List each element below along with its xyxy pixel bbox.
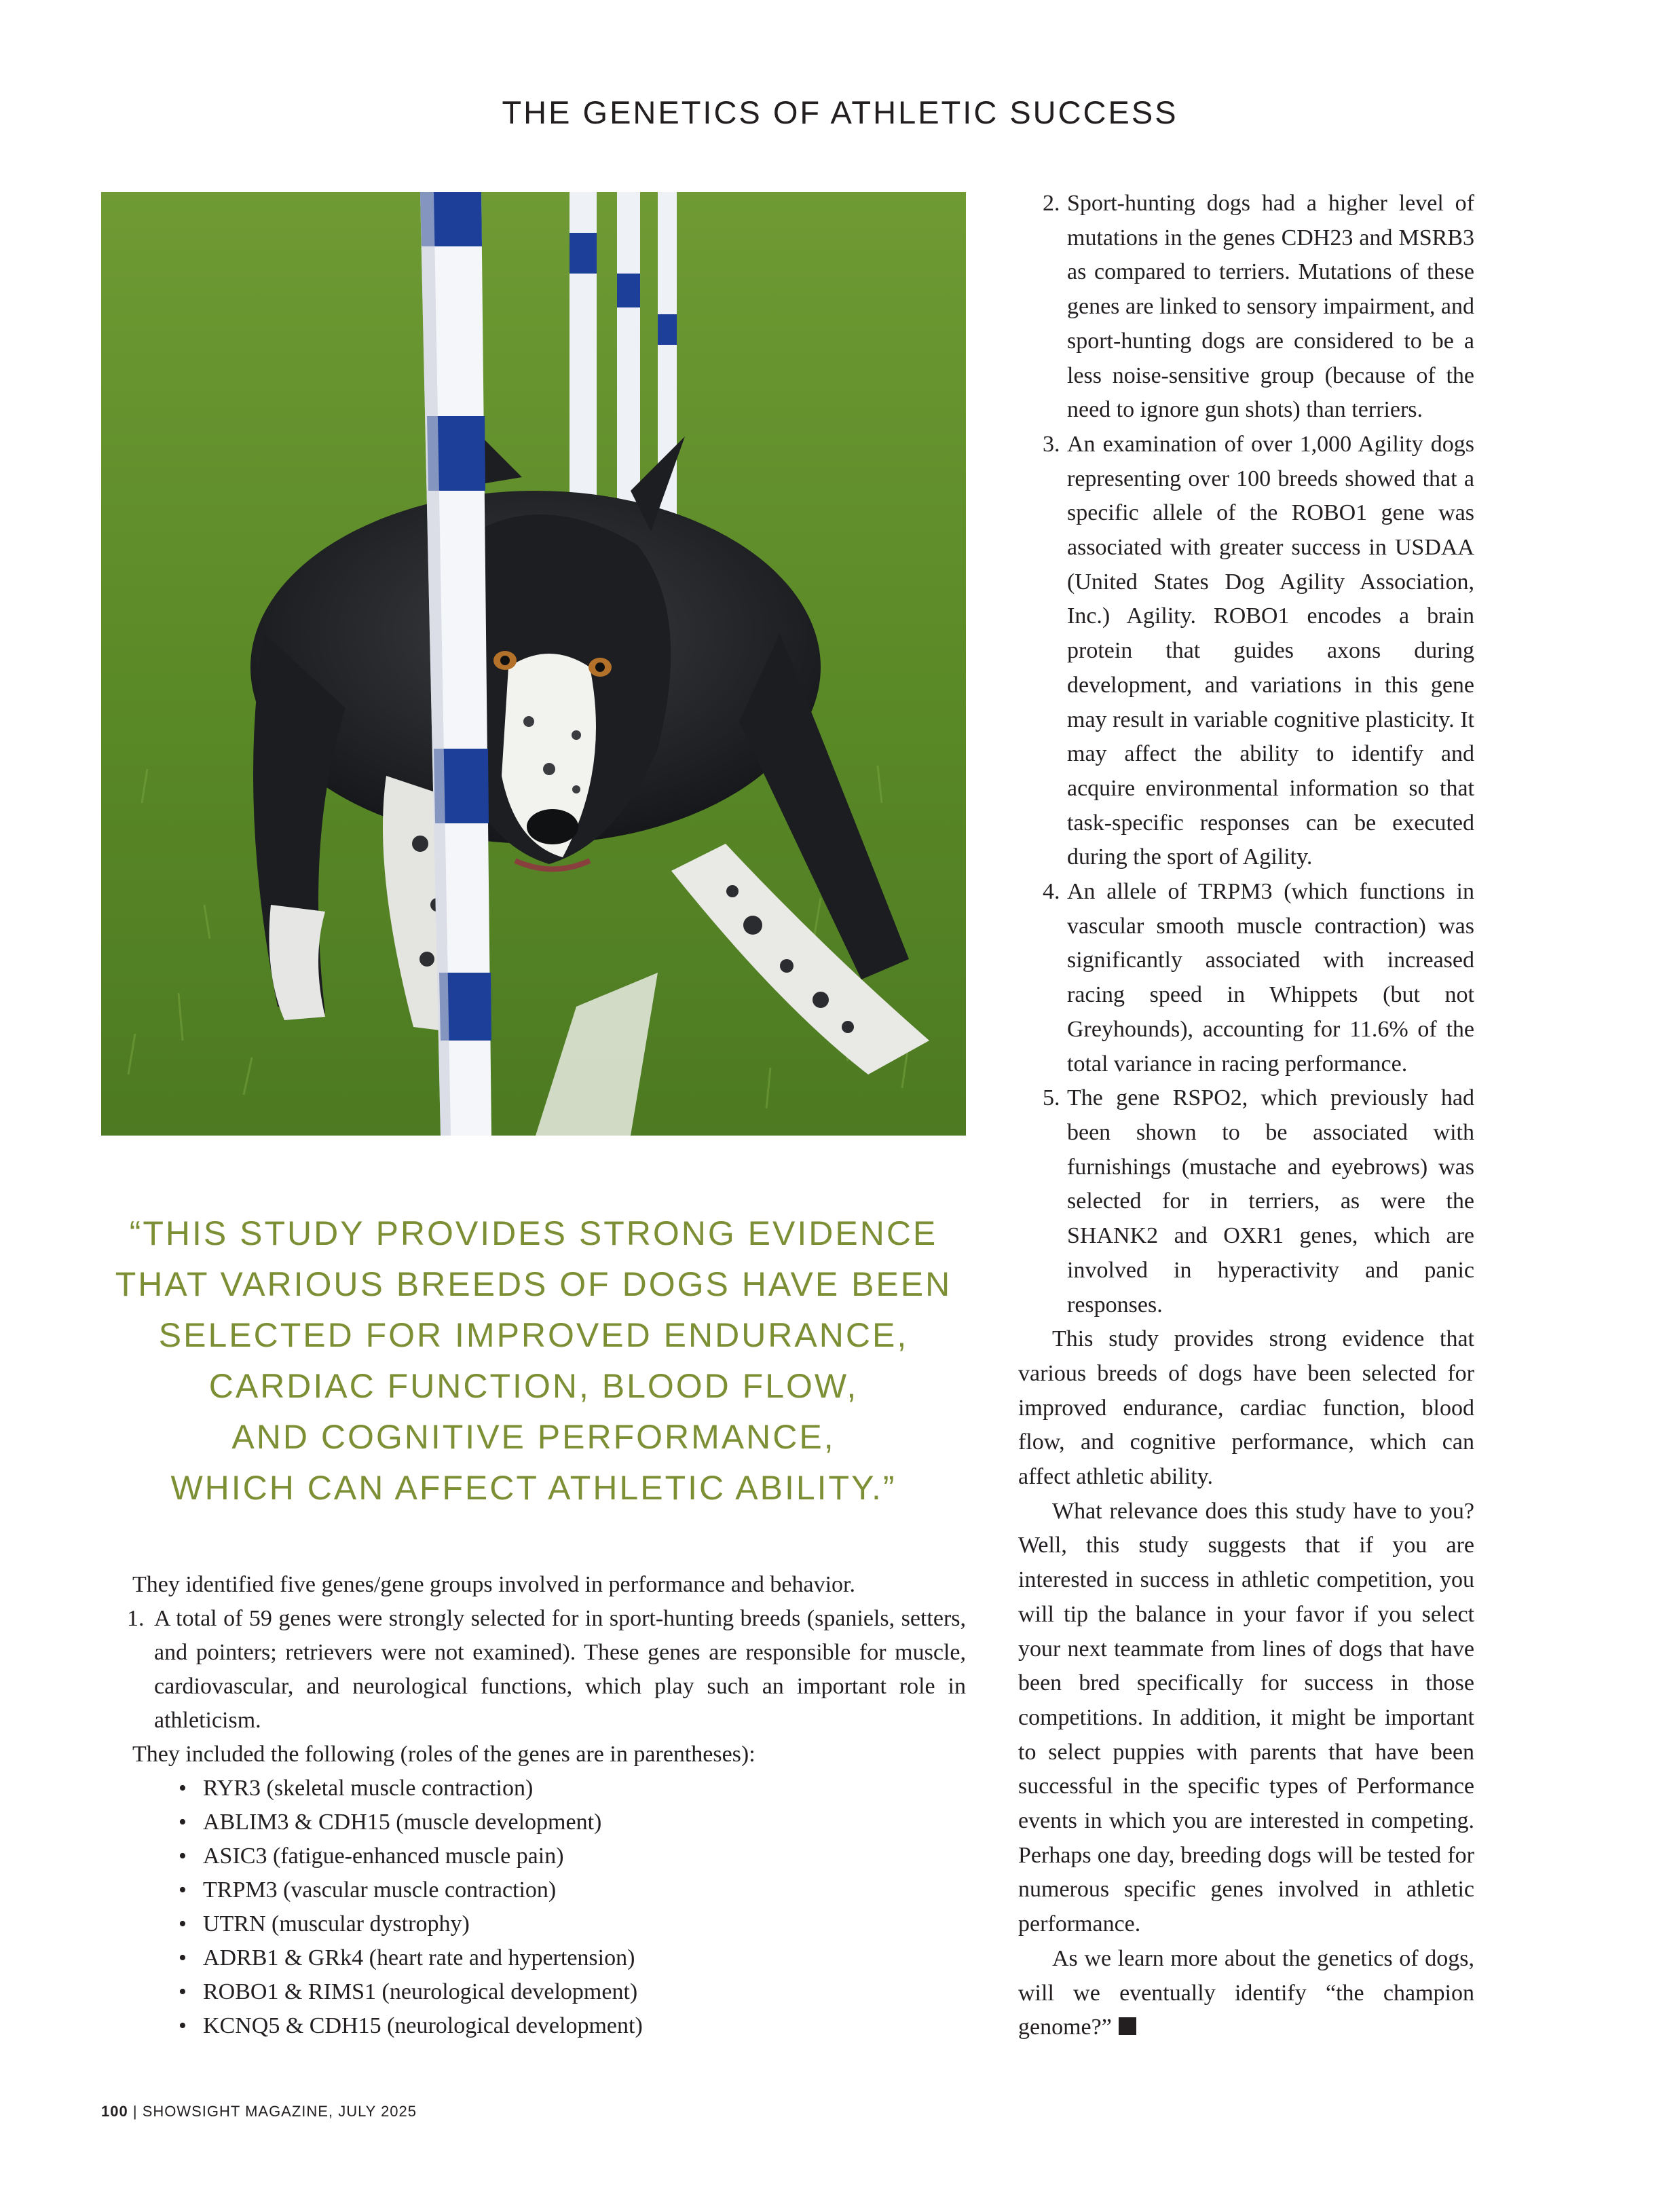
gene-bullet: • ASIC3 (fatigue-enhanced muscle pain)	[101, 1839, 966, 1873]
pull-quote-line: THAT VARIOUS BREEDS OF DOGS HAVE BEEN	[115, 1265, 952, 1303]
pull-quote-line: “THIS STUDY PROVIDES STRONG EVIDENCE	[129, 1214, 938, 1252]
gene-bullet: • ADRB1 & GRk4 (heart rate and hypertension)	[101, 1941, 966, 1975]
border-collie-photo	[101, 192, 966, 1136]
page-footer	[101, 2103, 417, 2120]
gene-bullet-list	[101, 1772, 966, 2043]
gene-bullet: • ABLIM3 & CDH15 (muscle development)	[101, 1806, 966, 1839]
list-item-text: Sport-hunting dogs had a higher level of mutations in the genes CDH23 and MSRB3 as compared to terriers. Mutations of these genes are linked to sensory impairment, and sport-hunting dogs are considered to be a less noise-sensitive group (because of the need to ignore gun shots) than terriers.	[1067, 191, 1474, 423]
list-item	[1018, 1081, 1474, 1322]
pull-quote-line: WHICH CAN AFFECT ATHLETIC ABILITY.”	[170, 1469, 897, 1507]
running-header: THE GENETICS OF ATHLETIC SUCCESS	[502, 94, 1178, 130]
end-mark-icon	[1119, 2017, 1136, 2035]
body-paragraph: This study provides strong evidence that various breeds of dogs have been selected for improved endurance, cardiac function, blood flow, and cognitive performance, which can affect athletic ability.	[1018, 1326, 1474, 1490]
right-column-text	[1018, 187, 1474, 2045]
body-paragraph: What relevance does this study have to you? Well, this study suggests that if you are interested in success in athletic competition, you will tip the balance in your favor if you select your next teammate from lines of dogs that have been bred specifically for success in those competitions. In addition, it might be important to select puppies with parents that have been successful in the specific types of Performance events in which you are interested in competing. Perhaps one day, breeding dogs will be tested for numerous specific genes involved in athletic performance.	[1018, 1498, 1474, 1937]
list-item	[1018, 428, 1474, 875]
list-item-text: An examination of over 1,000 Agility dogs representing over 100 breeds showed that a specific allele of the ROBO1 gene was associated with greater success in USDAA (United States Dog Agility Association, Inc.) Agility. ROBO1 encodes a brain protein that guides axons during development, and variations in this gene may result in variable cognitive plasticity. It may affect the ability to identify and acquire environmental information so that task-specific responses can be executed during the sport of Agility.	[1067, 431, 1474, 870]
publication-name: SHOWSIGHT MAGAZINE, JULY 2025	[142, 2103, 417, 2120]
list-item	[1018, 187, 1474, 428]
list-item-text: A total of 59 genes were strongly selected for in sport-hunting breeds (spaniels, setters, and pointers; retrievers were not examined). These genes are responsible for muscle, cardiovascular, and neurological functions, which play such an important role in athleticism.	[154, 1606, 966, 1733]
article-photo	[101, 192, 966, 1136]
list-number: 3.	[1043, 431, 1060, 457]
list-number: 1.	[127, 1606, 145, 1631]
list-number: 4.	[1043, 879, 1060, 905]
pull-quote-line: AND COGNITIVE PERFORMANCE,	[231, 1418, 836, 1456]
list-item	[1018, 875, 1474, 1081]
closing-paragraph	[1018, 1942, 1474, 2045]
list-item-text: An allele of TRPM3 (which functions in vascular smooth muscle contraction) was significantly associated with increased racing speed in Whippets (but not Greyhounds), accounting for 11.6% of the total variance in racing performance.	[1067, 879, 1474, 1077]
pull-quote-line: SELECTED FOR IMPROVED ENDURANCE,	[158, 1316, 909, 1354]
intro-paragraph: They identified five genes/gene groups involved in performance and behavior.	[132, 1572, 855, 1597]
pull-quote	[101, 1208, 966, 1514]
gene-bullet: • ROBO1 & RIMS1 (neurological development)	[101, 1975, 966, 2009]
page-number: 100	[101, 2103, 128, 2120]
list-number: 5.	[1043, 1085, 1060, 1111]
list-item	[101, 1602, 966, 1738]
list-number: 2.	[1043, 191, 1060, 216]
left-column-text	[101, 1568, 966, 2043]
gene-bullet: • TRPM3 (vascular muscle contraction)	[101, 1873, 966, 1907]
closing-text: As we learn more about the genetics of dogs, will we eventually identify “the champion genome?”	[1018, 1945, 1474, 2040]
pull-quote-line: CARDIAC FUNCTION, BLOOD FLOW,	[208, 1367, 859, 1405]
gene-bullet: • KCNQ5 & CDH15 (neurological development)	[101, 2009, 966, 2043]
gene-bullet: • RYR3 (skeletal muscle contraction)	[101, 1772, 966, 1806]
included-paragraph: They included the following (roles of the genes are in parentheses):	[132, 1742, 755, 1767]
gene-bullet: • UTRN (muscular dystrophy)	[101, 1907, 966, 1941]
list-item-text: The gene RSPO2, which previously had been shown to be associated with furnishings (mustache and eyebrows) was selected for in terriers, as were the SHANK2 and OXR1 genes, which are involved in hyperactivity and panic responses.	[1067, 1085, 1474, 1317]
footer-separator: |	[132, 2103, 138, 2120]
